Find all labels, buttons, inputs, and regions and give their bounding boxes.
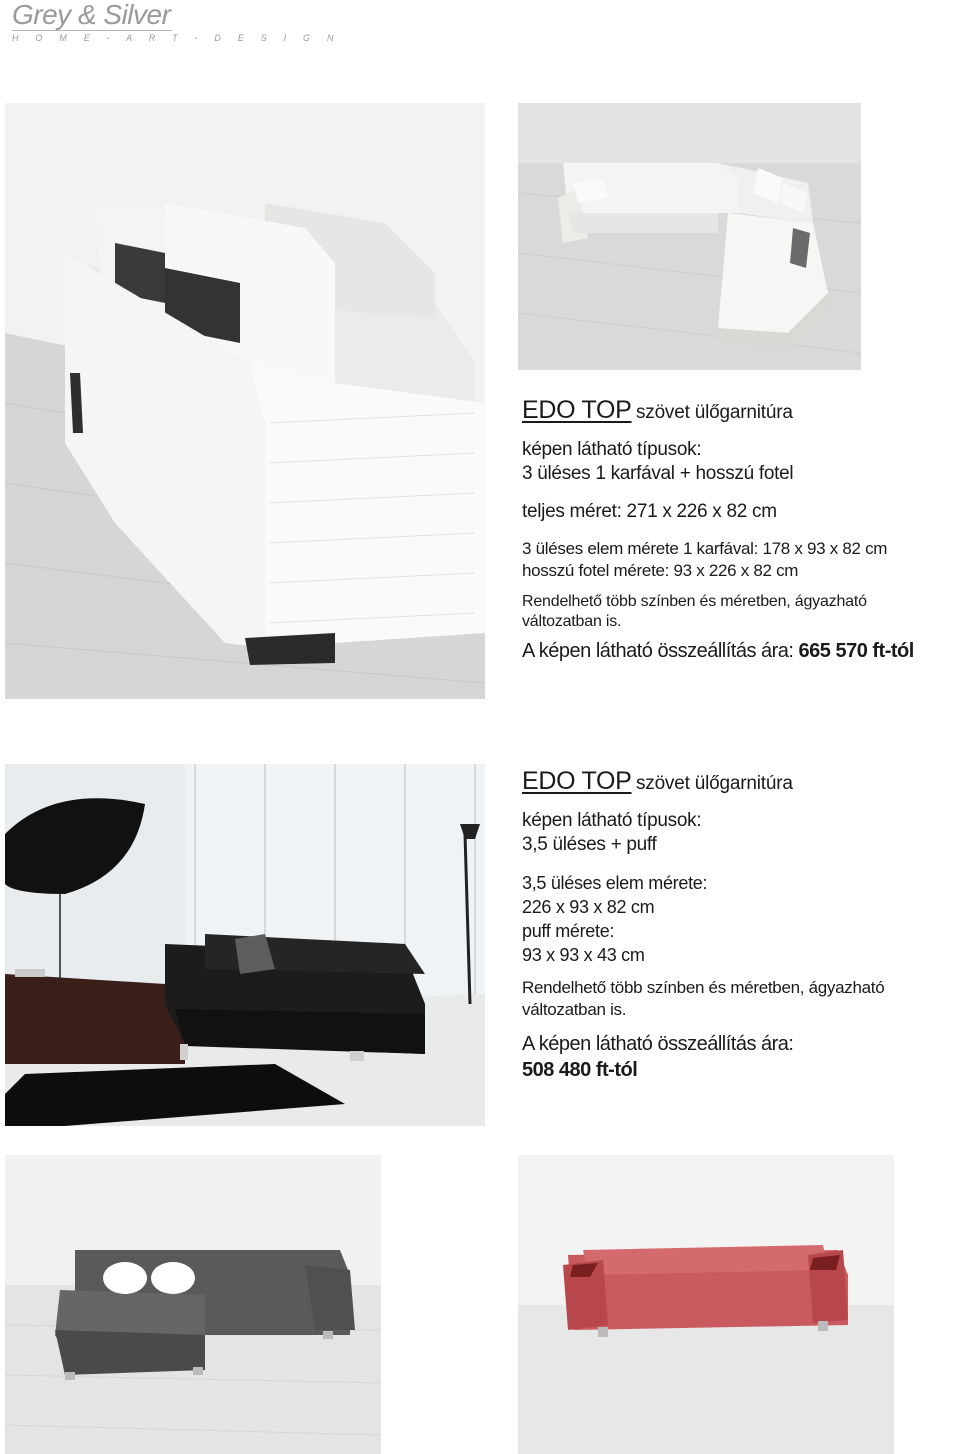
brand-logo [12, 0, 341, 43]
product1-price [522, 638, 914, 664]
product1-subtitle: szövet ülőgarnitúra [635, 402, 793, 423]
photo-black-sofa-interior [5, 764, 485, 1126]
product1-price-value: 665 570 ft-tól [798, 640, 914, 662]
product1-full-size: teljes méret: 271 x 226 x 82 cm [522, 501, 777, 522]
product2-types-value: 3,5 üléses + puff [522, 834, 657, 855]
product1-note-line2: változatban is. [522, 613, 622, 630]
product2-description [522, 767, 884, 1083]
product2-types-label: képen látható típusok: [522, 810, 702, 831]
product1-types-value: 3 üléses 1 karfával + hosszú fotel [522, 463, 794, 484]
brand-tagline: H O M E - A R T - D E S I G N [12, 33, 341, 43]
product1-title [522, 396, 914, 428]
product1-description [522, 396, 914, 664]
product2-dim1-label: 3,5 üléses elem mérete: [522, 873, 708, 893]
product2-subtitle: szövet ülőgarnitúra [635, 773, 793, 794]
product2-note-line2: változatban is. [522, 1000, 627, 1019]
photo-white-corner-sofa [518, 103, 861, 370]
product2-price-label: A képen látható összeállítás ára: [522, 1033, 794, 1055]
brand-name: Grey & Silver [12, 0, 171, 30]
product2-note-line1: Rendelhető több színben és méretben, ágyazható [522, 978, 885, 997]
photo-red-sofa [518, 1155, 894, 1454]
product2-dim1-value: 226 x 93 x 82 cm [522, 897, 655, 917]
product1-note-line1: Rendelhető több színben és méretben, ágyazható [522, 593, 867, 610]
photo-white-sofa-closeup [5, 103, 485, 699]
product1-dim1: 3 üléses elem mérete 1 karfával: 178 x 93 x 82 cm [522, 539, 888, 558]
product2-name: EDO TOP [522, 767, 632, 795]
product2-dim2-value: 93 x 93 x 43 cm [522, 945, 645, 965]
product1-price-label: A képen látható összeállítás ára: [522, 640, 799, 662]
product2-price-value: 508 480 ft-tól [522, 1059, 638, 1081]
product1-types-label: képen látható típusok: [522, 439, 702, 460]
product1-dim2: hosszú fotel mérete: 93 x 226 x 82 cm [522, 561, 799, 580]
photo-grey-chaise-sofa [5, 1155, 381, 1454]
product2-title [522, 767, 884, 799]
product2-dim2-label: puff mérete: [522, 921, 615, 941]
product1-name: EDO TOP [522, 396, 632, 424]
